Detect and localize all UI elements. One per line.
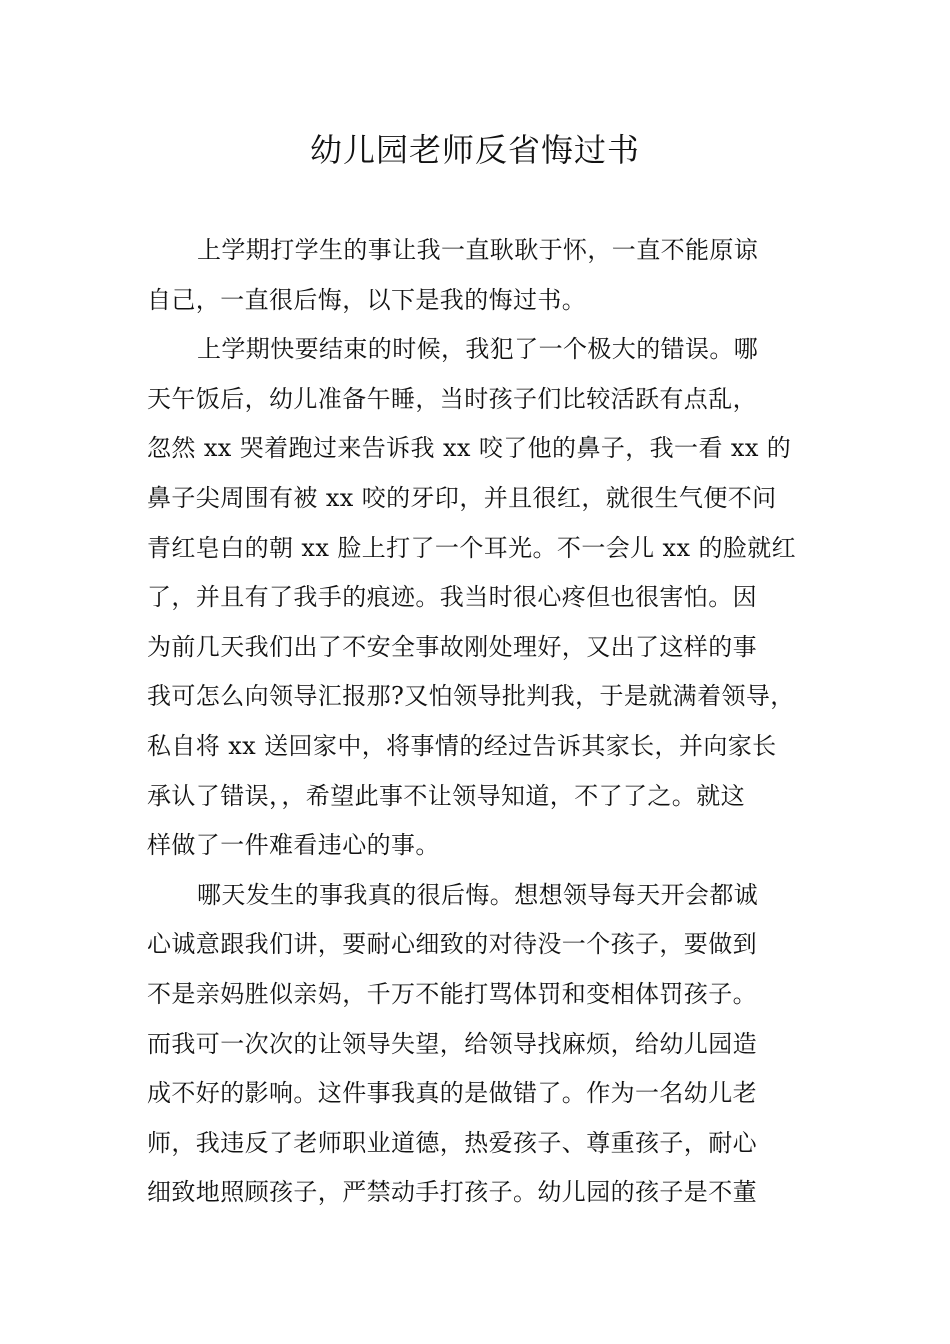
document-title: 幼儿园老师反省悔过书 [309, 131, 640, 169]
paragraph-3-line-7: 细致地照顾孩子，严禁动手打孩子。幼儿园的孩子是不董 [147, 1178, 757, 1207]
paragraph-3-line-4: 而我可一次次的让领导失望，给领导找麻烦，给幼儿园造 [147, 1029, 757, 1058]
paragraph-3-line-5: 成不好的影响。这件事我真的是做错了。作为一名幼儿老 [147, 1079, 757, 1108]
paragraph-1-line-2: 自己，一直很后悔，以下是我的悔过书。 [147, 285, 587, 314]
paragraph-3-line-1: 哪天发生的事我真的很后悔。想想领导每天开会都诚 [197, 880, 759, 909]
paragraph-3-line-3: 不是亲妈胜似亲妈，千万不能打骂体罚和变相体罚孩子。 [147, 979, 757, 1008]
paragraph-2-line-5: 青红皂白的朝 xx 脸上打了一个耳光。不一会儿 xx 的脸就红 [147, 533, 797, 562]
paragraph-2-line-11: 样做了一件难看违心的事。 [147, 831, 440, 860]
document-body [147, 226, 807, 1218]
paragraph-2-line-8: 我可怎么向领导汇报那?又怕领导批判我，于是就满着领导， [147, 682, 795, 711]
paragraph-3-line-2: 心诚意跟我们讲，要耐心细致的对待没一个孩子，要做到 [147, 930, 757, 959]
paragraph-2-line-9: 私自将 xx 送回家中，将事情的经过告诉其家长，并向家长 [147, 731, 777, 760]
paragraph-1-line-1: 上学期打学生的事让我一直耿耿于怀，一直不能原谅 [197, 236, 759, 264]
paragraph-2-line-2: 天午饭后，幼儿准备午睡，当时孩子们比较活跃有点乱， [147, 384, 757, 413]
paragraph-2-line-1: 上学期快要结束的时候，我犯了一个极大的错误。哪 [197, 335, 759, 364]
paragraph-2-line-4: 鼻子尖周围有被 xx 咬的牙印，并且很红，就很生气便不问 [147, 483, 777, 512]
paragraph-2-line-3: 忽然 xx 哭着跑过来告诉我 xx 咬了他的鼻子，我一看 xx 的 [147, 434, 792, 463]
paragraph-3-line-6: 师，我违反了老师职业道德，热爱孩子、尊重孩子，耐心 [147, 1128, 757, 1157]
paragraph-2-line-6: 了，并且有了我手的痕迹。我当时很心疼但也很害怕。因 [147, 583, 757, 612]
paragraph-2-line-7: 为前几天我们出了不安全事故刚处理好，又出了这样的事 [147, 632, 757, 661]
paragraph-2-line-10: 承认了错误，，希望此事不让领导知道，不了了之。就这 [147, 781, 745, 810]
